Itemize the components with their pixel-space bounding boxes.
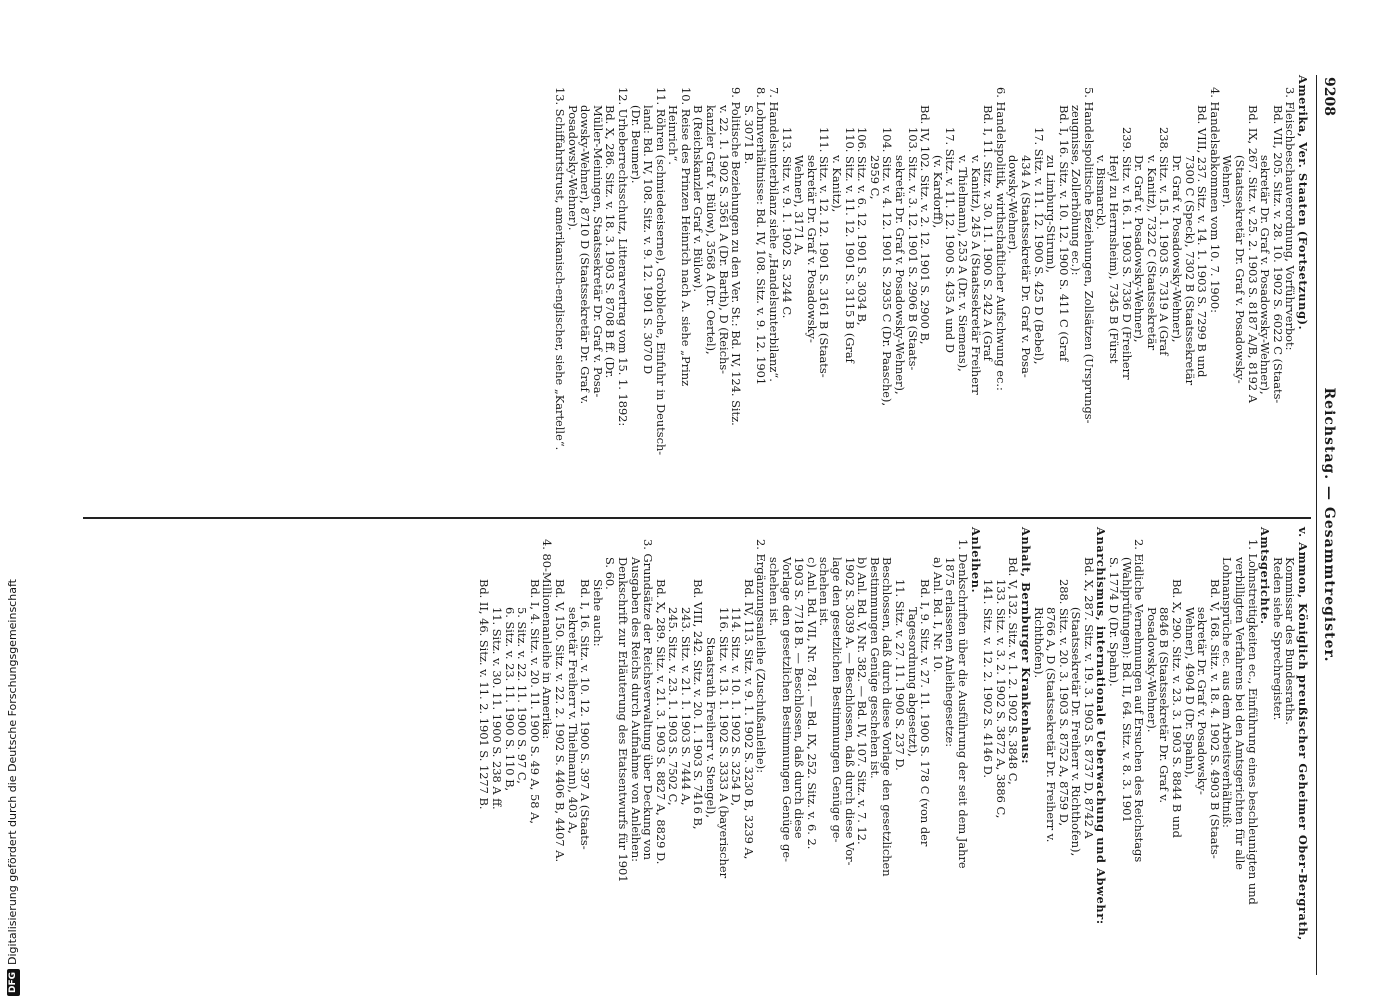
index-heading: Anleihen. bbox=[968, 527, 983, 594]
index-line: Bd. VIII, 242. Sitz. v. 20. 1. 1903 S. 7416 B, bbox=[691, 579, 706, 830]
index-line: 13. Schiffahrtstrust, amerikanisch-englischer, siehe „Kartelle“. bbox=[552, 87, 567, 451]
index-line: 7. Handelsunterbilanz siehe „Handelsunterbilanz“. bbox=[767, 87, 782, 382]
index-line: 6. Sitz. v. 23. 11. 1900 S. 110 B, bbox=[502, 607, 517, 792]
index-line: Bd. V, 168. Sitz. v. 18. 4. 1902 S. 4903 B (Staats- bbox=[1207, 579, 1222, 859]
index-line: 113. Sitz. v. 9. 1. 1902 S. 3244 C. bbox=[779, 127, 794, 319]
index-line: b) Anl. Bd. V, Nr. 382. — Bd. IV, 107. Sitz. v. 7. 12. bbox=[855, 557, 870, 845]
page-number: 9208 bbox=[1321, 77, 1337, 116]
document-page bbox=[80, 75, 1335, 975]
running-head: Reichstag. — Gesammtregister. bbox=[1321, 387, 1337, 663]
index-line: 10. Reise des Prinzen Heinrich nach A. siehe „Prinz bbox=[678, 87, 693, 387]
index-line: 133. Sitz. v. 3. 2. 1902 S. 3872 A, 3886 C, bbox=[993, 579, 1008, 819]
index-line: 1. Denkschriften über die Ausführung der seit dem Jahre bbox=[955, 539, 970, 869]
index-line: 2959 C, bbox=[867, 155, 882, 200]
index-line: Bd. IV, 113. Sitz. v. 9. 1. 1902 S. 3230 B, 3239 A, bbox=[741, 579, 756, 860]
dfg-logo: DFG bbox=[7, 969, 20, 996]
index-line: 5. Handelspolitische Beziehungen, Zollsätzen (Ursprungs- bbox=[1081, 87, 1096, 424]
index-line: 1902 S. 3039 A. — Beschlossen, daß durch diese Vor- bbox=[842, 557, 857, 866]
right-column bbox=[84, 527, 1309, 959]
index-line: lage den gesetzlichen Bestimmungen Genüge ge- bbox=[830, 557, 845, 843]
index-line: (Staatssekretär Dr. Freiherr v. Richthofen), bbox=[1069, 607, 1084, 857]
index-line: sekretär Dr. Graf v. Posadowsky-Wehner), bbox=[1258, 155, 1273, 395]
index-line: 6. Handelspolitik, wirthschaftlicher Aufschwung ec.: bbox=[993, 87, 1008, 391]
index-line: 3. Grundsätze der Reichsverwaltung über Deckung von bbox=[641, 539, 656, 860]
index-line: sekretär Freiherr v. Thielmann), 403 A, bbox=[565, 607, 580, 834]
index-line: 2. Ergänzungsanleihe (Zuschußanleihe): bbox=[754, 539, 769, 774]
index-line: kanzler Graf v. Bülow), 3568 A (Dr. Oertel), bbox=[704, 105, 719, 355]
index-line: Bd. I, 9. Sitz. v. 27. 11. 1900 S. 178 C (von der bbox=[918, 579, 933, 847]
index-line: Bd. VII, 205. Sitz. v. 28. 10. 1902 S. 6022 C (Staats- bbox=[1270, 105, 1285, 404]
index-line: 106. Sitz. v. 6. 12. 1901 S. 3034 B, bbox=[855, 127, 870, 326]
index-line: 17. Sitz. v. 11. 12. 1900 S. 435 A und D bbox=[943, 127, 958, 353]
index-line: B (Reichskanzler Graf v. Bülow). bbox=[691, 105, 706, 292]
index-line: Bd. X, 287. Sitz. v. 19. 3. 1903 S. 8737 D, 8742 A bbox=[1081, 557, 1096, 839]
index-line: v. Kanitz), 7322 C (Staatssekretär bbox=[1144, 155, 1159, 351]
index-line: 8846 B (Staatssekretär Dr. Graf v. bbox=[1157, 607, 1172, 803]
index-line: Wehner), 4904 D (Dr. Spahn), bbox=[1182, 607, 1197, 779]
index-line: 1903 S. 7718 B. — Beschlossen, daß durch diese bbox=[792, 557, 807, 839]
index-line: 114. Sitz. v. 10. 1. 1902 S. 3254 D, bbox=[729, 607, 744, 807]
index-line: 5. Sitz. v. 22. 11. 1900 S. 97 C, bbox=[515, 607, 530, 784]
index-line: zeugnisse, Zollerhöhung ec.): bbox=[1069, 105, 1084, 276]
index-line: 9. Politische Beziehungen zu den Ver. St.: Bd. IV, 124. Sitz. bbox=[729, 87, 744, 426]
index-line: v. 22. 1. 1902 S. 3561 A (Dr. Barth), D (Reichs- bbox=[716, 105, 731, 375]
index-line: schehen ist. bbox=[767, 557, 782, 627]
index-line: sekretär Dr. Graf v. Posadowsky- bbox=[1195, 607, 1210, 795]
index-line: S. 60. bbox=[603, 557, 618, 590]
index-line: 238. Sitz. v. 15. 1. 1903 S. 7319 A (Graf bbox=[1157, 127, 1172, 356]
index-line: Richthofen). bbox=[1031, 607, 1046, 679]
index-line: zu Limburg-Stirum), bbox=[1044, 155, 1059, 273]
index-line: Tagesordnung abgesetzt), bbox=[905, 607, 920, 757]
index-line: Reden siehe Sprechregister. bbox=[1270, 557, 1285, 721]
index-heading: Anhalt, Bernburger Krankenhaus: bbox=[1018, 527, 1033, 765]
page-header bbox=[1316, 75, 1335, 975]
index-line: Bd. VIII, 237. Sitz. v. 14. 1. 1903 S. 7299 B und bbox=[1195, 105, 1210, 378]
index-line: Dr. Graf v. Posadowsky-Wehner), bbox=[1132, 155, 1147, 343]
index-line: 11. Sitz. v. 27. 11. 1900 S. 237 D. bbox=[893, 579, 907, 771]
index-line: 4. Handelsabkommen vom 10. 7. 1900: bbox=[1207, 87, 1222, 313]
index-line: 104. Sitz. v. 4. 12. 1901 S. 2935 C (Dr. Paasche), bbox=[880, 127, 895, 407]
index-line: dowsky-Wehner). bbox=[1006, 155, 1021, 254]
index-line: Staatsrath Freiherr v. Stengel), bbox=[704, 637, 719, 818]
index-line: Bd. X, 290. Sitz. v. 23. 3. 1903 S. 8844 B und bbox=[1170, 579, 1185, 838]
index-line: Heyl zu Herrnsheim), 7345 B (Fürst bbox=[1107, 155, 1122, 364]
index-line: 7300 C (Speck), 7302 B (Staatssekretär bbox=[1182, 155, 1197, 386]
index-line: Ausgaben des Reichs durch Aufnahme von Anleihen: bbox=[628, 557, 643, 863]
index-line: Bd. II, 46. Sitz. v. 11. 2. 1901 S. 1277 B. bbox=[477, 579, 492, 810]
dfg-credit-text: Digitalisierung gefördert durch die Deutsche Forschungsgemeinschaft bbox=[6, 579, 19, 965]
left-column bbox=[84, 75, 1309, 507]
index-line: Bd. V, 150. Sitz. v. 22. 2. 1902 S. 4406 B, 4407 A. bbox=[552, 579, 567, 863]
index-line: Bd. I, 4. Sitz. v. 20. 11. 1900 S. 49 A, 58 A, bbox=[527, 579, 542, 824]
dfg-credit-strip bbox=[0, 0, 20, 1000]
index-line: 288. Sitz. v. 20. 3. 1903 S. 8752 A, 8759 D, bbox=[1056, 579, 1071, 827]
index-line: (v. Kardorff), bbox=[930, 155, 945, 229]
index-line: Bd. I, 11. Sitz. v. 30. 11. 1900 S. 242 A (Graf bbox=[981, 105, 996, 361]
index-line: Bestimmungen Genüge geschehen ist. bbox=[867, 557, 882, 779]
index-line: land: Bd. IV, 108. Sitz. v. 9. 12. 1901 S. 3070 D bbox=[641, 105, 656, 375]
index-line: 239. Sitz. v. 16. 1. 1903 S. 7336 D (Freiherr bbox=[1119, 127, 1134, 380]
index-line: 243. Sitz. v. 21. 1. 1903 S. 7444 A, bbox=[678, 607, 693, 806]
index-line: 110. Sitz. v. 11. 12. 1901 S. 3115 B (Graf bbox=[842, 127, 857, 363]
index-line: Dr. Graf v. Posadowsky-Wehner), bbox=[1170, 155, 1185, 343]
index-line: Bd. X, 286. Sitz. v. 18. 3. 1903 S. 8708 B ff. (Dr. bbox=[603, 105, 618, 379]
index-line: (Dr. Beumer). bbox=[628, 105, 643, 184]
index-line: Heinrich“. bbox=[666, 105, 681, 165]
index-line: Posadowsky-Wehner). bbox=[1144, 607, 1159, 733]
index-line: 245. Sitz. v. 23. 1. 1903 S. 7502 C, bbox=[666, 607, 681, 806]
index-heading: Anarchismus, internationale Ueberwachung und Abwehr: bbox=[1094, 527, 1109, 925]
index-line: 1. Lohnstreitigkeiten ec., Einführung eines beschleunigten und bbox=[1245, 539, 1260, 905]
index-line: 1875 erlassenen Anleihegesetze: bbox=[943, 557, 958, 748]
index-line: 8766 A, D (Staatssekretär Dr. Freiherr v. bbox=[1044, 607, 1059, 843]
index-line: 434 A (Staatssekretär Dr. Graf v. Posa- bbox=[1018, 155, 1033, 378]
index-line: (Wahlprüfungen): Bd. II, 64. Sitz. v. 8. 3. 1901 bbox=[1119, 557, 1134, 823]
index-line: 2. Eidliche Vernehmungen auf Ersuchen des Reichstags bbox=[1132, 539, 1147, 863]
index-line: Beschlossen, daß durch diese Vorlage den gesetzlichen bbox=[880, 557, 895, 877]
index-heading: v. Ammon, Königlich preußischer Geheimer Ober-Bergrath, bbox=[1296, 527, 1310, 941]
index-line: Bd. IV, 102. Sitz. v. 2. 12. 1901 S. 2900 B, bbox=[918, 105, 933, 345]
index-line: dowsky-Wehner), 8710 D (Staatssekretär Dr. Graf v. bbox=[578, 105, 593, 405]
index-line: 103. Sitz. v. 3. 12. 1901 S. 2906 B (Staats- bbox=[905, 127, 920, 371]
index-line: 12. Urheberrechtsschutz, Litterarvertrag vom 15. 1. 1892: bbox=[615, 87, 630, 427]
index-line: 11. Sitz. v. 30. 11. 1900 S. 238 A ff. bbox=[490, 607, 504, 810]
index-line: Lohnansprüche ec. aus dem Arbeitsverhältniß: bbox=[1220, 557, 1235, 828]
index-line: 11. Röhren (schmiedeeiserne), Grobbleche, Einfuhr in Deutsch- bbox=[653, 87, 668, 456]
index-line: v. Kanitz), bbox=[830, 155, 845, 213]
index-line: Bd. IX, 267. Sitz. v. 25. 2. 1903 S. 8187 A/B, 8192 A bbox=[1245, 105, 1260, 403]
index-line: sekretär Dr. Graf v. Posadowsky- bbox=[804, 155, 819, 343]
index-line: 141. Sitz. v. 12. 2. 1902 S. 4146 D. bbox=[981, 579, 996, 779]
index-heading: Amtsgerichte. bbox=[1258, 527, 1273, 625]
index-line: Bd. I, 16. Sitz. v. 10. 12. 1900 S. 411 C (Graf bbox=[1056, 105, 1071, 362]
index-line: Wehner), 3171 A, bbox=[792, 155, 807, 256]
index-line: Denkschrift zur Erläuterung des Etatsentwurfs für 1901 bbox=[615, 557, 630, 883]
index-line: a) Anl. Bd. I, Nr. 10. bbox=[930, 557, 945, 673]
index-line: 116. Sitz. v. 13. 1. 1902 S. 3333 A (bayerischer bbox=[716, 607, 731, 879]
index-line: schehen ist. bbox=[817, 557, 832, 627]
index-line: Bd. X, 289. Sitz. v. 21. 3. 1903 S. 8827 A, 8829 D. bbox=[653, 579, 668, 865]
index-line: Müller-Meiningen, Staatssekretär Dr. Graf v. Posa- bbox=[590, 105, 605, 398]
index-line: v. Bismarck). bbox=[1094, 155, 1109, 230]
index-line: 3. Fleischbeschauverordnung, Vorführverbot: bbox=[1283, 87, 1298, 351]
index-line: Siehe auch: bbox=[590, 579, 605, 647]
index-line: S. 1774 D (Dr. Spahn). bbox=[1107, 557, 1122, 687]
index-line: Kommissar des Bundesraths. bbox=[1283, 557, 1298, 725]
index-line: S. 3071 B. bbox=[741, 105, 756, 165]
index-line: Posadowsky-Wehner). bbox=[565, 105, 580, 231]
dfg-credit bbox=[3, 0, 23, 996]
index-line: v. Kanitz), 245 A (Staatssekretär Freiherr bbox=[968, 155, 983, 395]
column-divider bbox=[83, 517, 1311, 519]
index-line: 4. 80-Millionenanleihe in Amerika: bbox=[540, 539, 555, 740]
index-line: (Staatssekretär Dr. Graf v. Posadowsky- bbox=[1233, 155, 1248, 384]
index-heading: Amerika, Ver. Staaten (Fortsetzung). bbox=[1296, 75, 1310, 331]
index-line: verbilligten Verfahrens bei den Amtsgerichten für alle bbox=[1233, 557, 1248, 871]
index-line: Vorlage den gesetzlichen Bestimmungen Genüge ge- bbox=[779, 557, 794, 862]
index-line: Bd. I, 16. Sitz. v. 10. 12. 1900 S. 397 A (Staats- bbox=[578, 579, 593, 850]
index-line: 8. Lohnverhältnisse: Bd. IV, 108. Sitz. v. 9. 12. 1901 bbox=[754, 87, 769, 386]
index-line: 17. Sitz. v. 11. 12. 1900 S. 425 D (Bebel), bbox=[1031, 127, 1046, 365]
index-line: Bd. V, 132. Sitz. v. 1. 2. 1902 S. 3848 C, bbox=[1006, 557, 1021, 785]
index-line: sekretär Dr. Graf v. Posadowsky-Wehner), bbox=[893, 155, 907, 395]
index-line: c) Anl. Bd. VII, Nr. 781. — Bd. IX, 252. Sitz. v. 6. 2. bbox=[804, 557, 819, 850]
index-line: v. Thielmann), 253 A (Dr. v. Siemens), bbox=[955, 155, 970, 372]
index-line: Wehner). bbox=[1220, 155, 1235, 208]
index-line: 111. Sitz. v. 12. 12. 1901 S. 3161 B (Staats- bbox=[817, 127, 832, 378]
